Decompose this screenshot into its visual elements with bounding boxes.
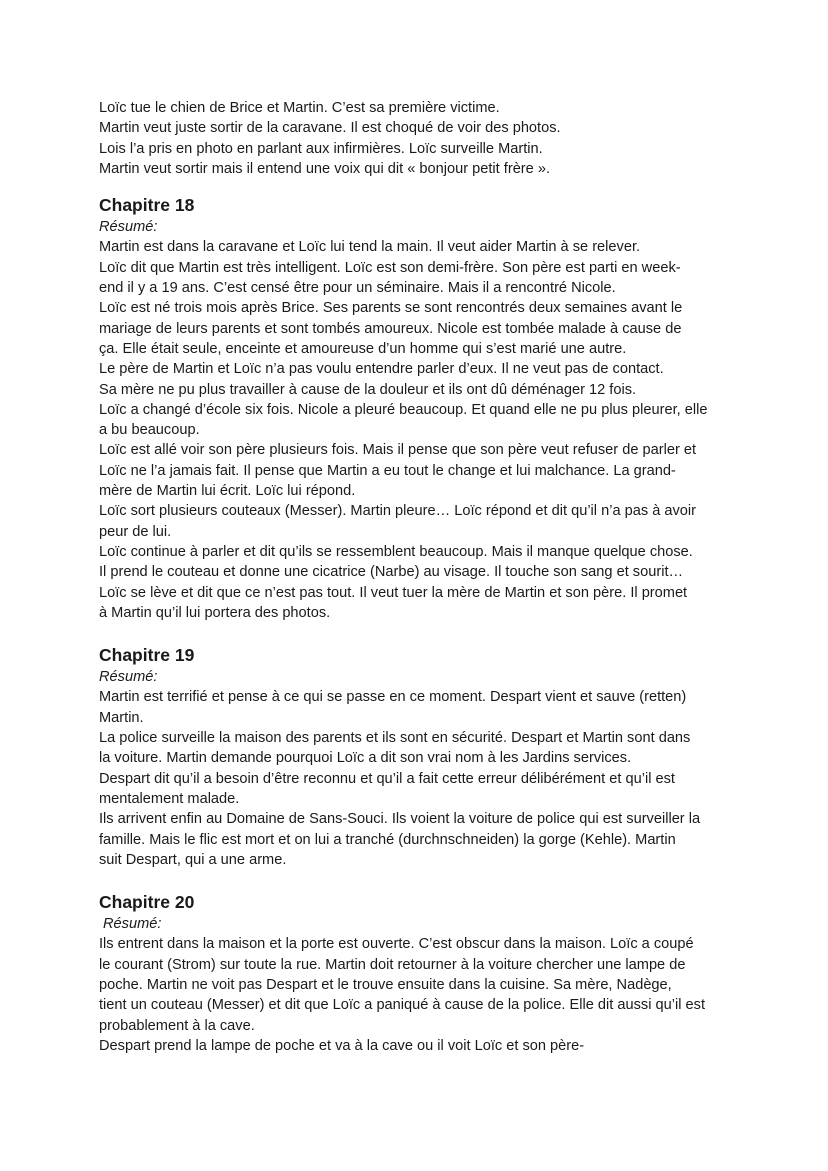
text-line: Ils entrent dans la maison et la porte est ouverte. C’est obscur dans la maison. Loïc a coupé [99, 936, 694, 953]
text-line: ça. Elle était seule, enceinte et amoureuse d’un homme qui s’est marié une autre. [99, 340, 627, 357]
chapter-18 [99, 193, 739, 623]
text-line: Le père de Martin et Loïc n’a pas voulu entendre parler d’eux. Il ne veut pas de contact. [99, 361, 664, 378]
text-line: Loïc dit que Martin est très intelligent. Loïc est son demi-frère. Son père est parti en week- [99, 259, 681, 276]
text-line: probablement à la cave. [99, 1017, 255, 1034]
text-line: Loïc ne l’a jamais fait. Il pense que Martin a eu tout le change et lui malchance. La grand- [99, 462, 676, 479]
chapter-19 [99, 643, 739, 870]
document-page [99, 98, 739, 1056]
chapter-subtitle: Résumé: [99, 669, 158, 686]
text-line: Martin veut juste sortir de la caravane. Il est choqué de voir des photos. [99, 120, 561, 137]
text-line: Martin est dans la caravane et Loïc lui tend la main. Il veut aider Martin à se relever. [99, 239, 641, 256]
text-line: Lois l’a pris en photo en parlant aux infirmières. Loïc surveille Martin. [99, 140, 543, 157]
text-line: à Martin qu’il lui portera des photos. [99, 604, 331, 621]
text-line: Sa mère ne pu plus travailler à cause de la douleur et ils ont dû déménager 12 fois. [99, 381, 637, 398]
text-line: Loïc tue le chien de Brice et Martin. C’est sa première victime. [99, 100, 500, 116]
text-line: La police surveille la maison des parents et ils sont en sécurité. Despart et Martin sont dans [99, 730, 691, 747]
text-line: tient un couteau (Messer) et dit que Loïc a paniqué à cause de la police. Elle dit aussi qu’il est [99, 997, 706, 1014]
text-line: Loïc sort plusieurs couteaux (Messer). Martin pleure… Loïc répond et dit qu’il n’a pas à avoir [99, 503, 697, 520]
text-line: Martin. [99, 709, 144, 726]
text-line: le courant (Strom) sur toute la rue. Martin doit retourner à la voiture chercher une lampe de [99, 956, 686, 973]
text-line: mentalement malade. [99, 790, 240, 807]
text-line: Loïc est né trois mois après Brice. Ses parents se sont rencontrés deux semaines avant le [99, 300, 683, 317]
text-line: Loïc a changé d’école six fois. Nicole a pleuré beaucoup. Et quand elle ne pu plus pleurer, elle [99, 401, 708, 418]
text-line: Loïc se lève et dit que ce n’est pas tout. Il veut tuer la mère de Martin et son père. Il promet [99, 584, 688, 601]
text-line: end il y a 19 ans. C’est censé être pour un séminaire. Mais il a rencontré Nicole. [99, 280, 616, 297]
chapter-title: Chapitre 18 [99, 195, 195, 216]
text-line: la voiture. Martin demande pourquoi Loïc a dit son vrai nom à les Jardins services. [99, 750, 632, 767]
text-line: famille. Mais le flic est mort et on lui a tranché (durchnschneiden) la gorge (Kehle). Martin [99, 831, 676, 848]
text-line: Despart prend la lampe de poche et va à la cave ou il voit Loïc et son père- [99, 1037, 585, 1054]
text-line: Despart dit qu’il a besoin d’être reconnu et qu’il a fait cette erreur délibérément et qu’il est [99, 770, 675, 787]
text-line: poche. Martin ne voit pas Despart et le trouve ensuite dans la cuisine. Sa mère, Nadège, [99, 976, 672, 993]
text-line: suit Despart, qui a une arme. [99, 851, 287, 868]
text-line: a bu beaucoup. [99, 422, 200, 439]
intro-paragraph [99, 98, 739, 179]
text-line: Il prend le couteau et donne une cicatrice (Narbe) au visage. Il touche son sang et sourit… [99, 564, 684, 581]
text-line: peur de lui. [99, 523, 172, 540]
text-line: Loïc continue à parler et dit qu’ils se ressemblent beaucoup. Mais il manque quelque chose. [99, 543, 693, 560]
text-line: Ils arrivent enfin au Domaine de Sans-Souci. Ils voient la voiture de police qui est surveiller la [99, 811, 701, 828]
chapter-title: Chapitre 19 [99, 645, 195, 666]
text-line: mariage de leurs parents et sont tombés amoureux. Nicole est tombée malade à cause de [99, 320, 682, 337]
chapter-subtitle: Résumé: [103, 916, 162, 933]
chapter-20 [99, 890, 739, 1056]
chapter-subtitle: Résumé: [99, 219, 158, 236]
text-line: Martin est terrifié et pense à ce qui se passe en ce moment. Despart vient et sauve (retten) [99, 689, 687, 706]
text-line: mère de Martin lui écrit. Loïc lui répond. [99, 483, 356, 500]
text-line: Loïc est allé voir son père plusieurs fois. Mais il pense que son père veut refuser de parler et [99, 442, 697, 459]
text-line: Martin veut sortir mais il entend une voix qui dit « bonjour petit frère ». [99, 160, 551, 177]
chapter-title: Chapitre 20 [99, 892, 195, 913]
